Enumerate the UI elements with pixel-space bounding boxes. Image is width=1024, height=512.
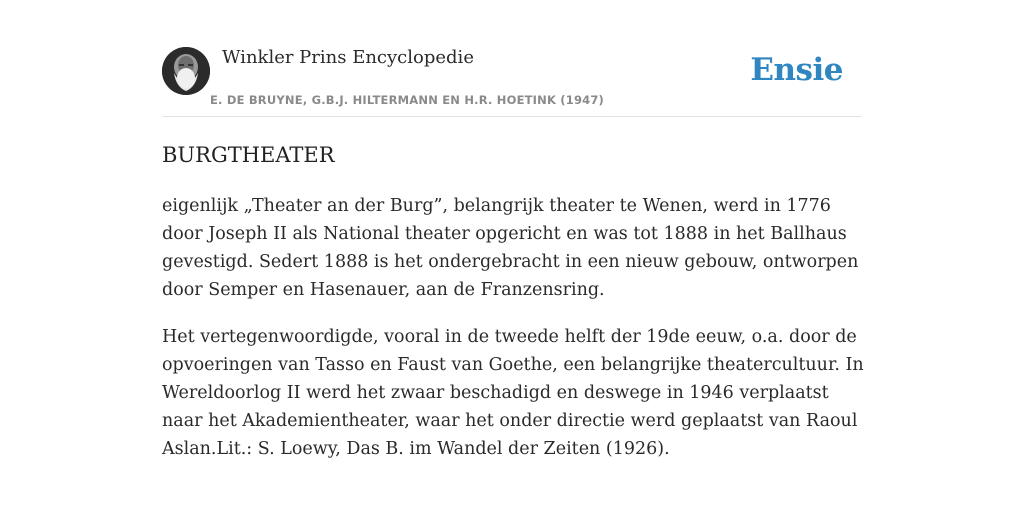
ensie-logo-link[interactable]: Ensie (750, 52, 843, 88)
article-paragraph: eigenlijk „Theater an der Burg”, belangrijk theater te Wenen, werd in 1776 door Joseph II als National theater opgericht en was tot 1888 in het Ballhaus gevestigd. Sedert 1888 is het ondergebracht in een nieuw gebouw, ontworpen door Semper en Hasenauer, aan de Franzensring. (162, 196, 859, 300)
article-paragraph: Het vertegenwoordigde, vooral in de tweede helft der 19de eeuw, o.a. door de opvoeringen van Tasso en Faust van Goethe, een belangrijke theatercultuur. In Wereldoorlog II werd het zwaar beschadigd en deswege in 1946 verplaatst naar het Akademientheater, waar het onder directie werd geplaatst van Raoul Aslan.Lit.: S. Loewy, Das B. im Wandel der Zeiten (1926). (162, 327, 864, 459)
publication-title[interactable]: Winkler Prins Encyclopedie (222, 47, 474, 68)
article-title: BURGTHEATER (162, 143, 335, 167)
page-header (162, 46, 862, 117)
article (162, 140, 872, 463)
author-portrait-image (162, 47, 210, 95)
author-avatar (162, 47, 210, 95)
publication-authors: E. DE BRUYNE, G.B.J. HILTERMANN EN H.R. HOETINK (1947) (210, 93, 605, 107)
